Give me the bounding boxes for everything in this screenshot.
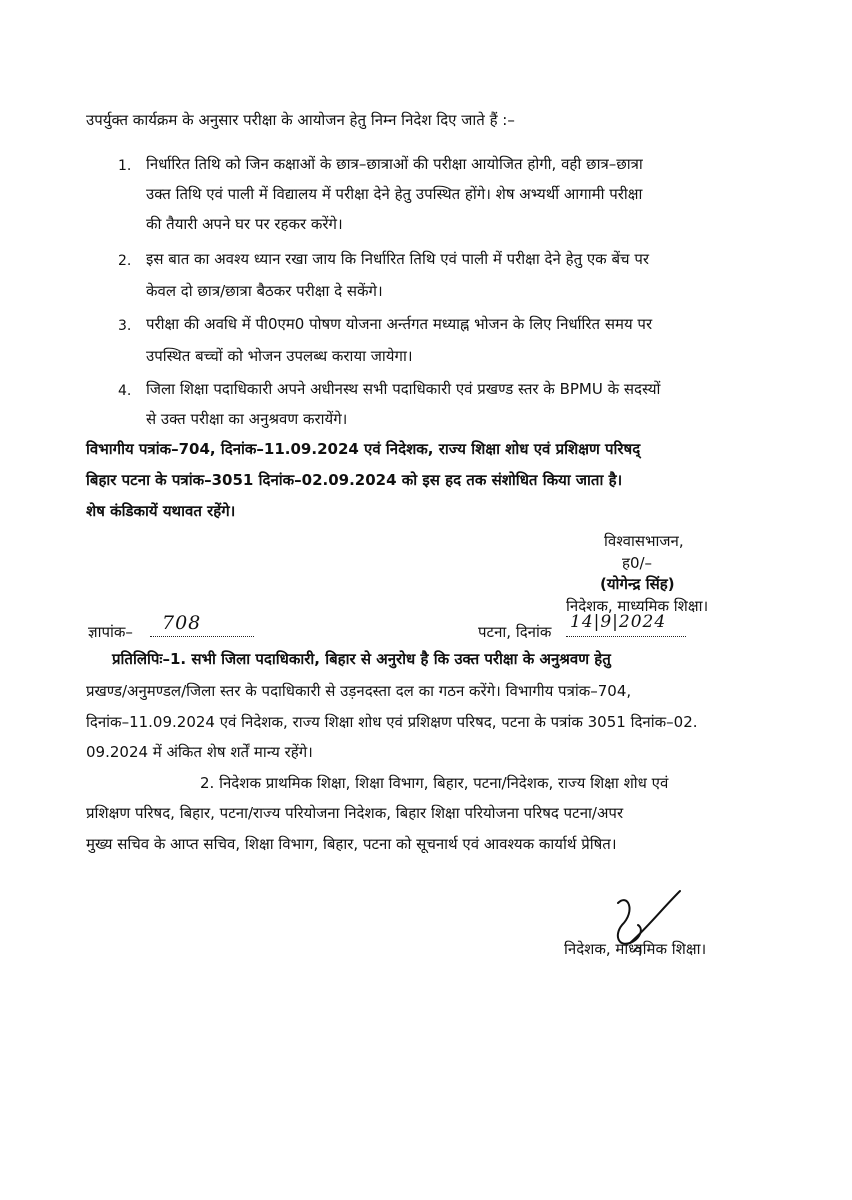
item-2-line-1: इस बात का अवश्य ध्यान रखा जाय कि निर्धारित तिथि एवं पाली में परीक्षा देने हेतु एक बेंच पर (146, 250, 649, 268)
memo-number-field (150, 612, 254, 637)
memo-number-handwritten: 708 (162, 612, 202, 634)
item-1-line-2: उक्त तिथि एवं पाली में विद्यालय में परीक्षा देने हेतु उपस्थित होंगे। शेष अभ्यर्थी आगामी परीक्षा (146, 185, 643, 203)
notice-line-2: बिहार पटना के पत्रांक–3051 दिनांक–02.09.2024 को इस हद तक संशोधित किया जाता है। (86, 471, 623, 489)
copy1-line-1 (112, 649, 611, 669)
copy1-line-3: दिनांक–11.09.2024 एवं निदेशक, राज्य शिक्षा शोध एवं प्रशिक्षण परिषद, पटना के पत्रांक 3051 दिनांक–02. (86, 713, 698, 731)
signatory-designation: निदेशक, माध्यमिक शिक्षा। (566, 597, 709, 615)
signatory-name: (योगेन्द्र सिंह) (600, 575, 675, 593)
copy2-line-3: मुख्य सचिव के आप्त सचिव, शिक्षा विभाग, बिहार, पटना को सूचनार्थ एवं आवश्यक कार्यार्थ प्रेषित। (86, 835, 617, 853)
date-field (566, 612, 686, 637)
copy1-text: प्रतिलिपिः–1. सभी जिला पदाधिकारी, बिहार से अनुरोध है कि उक्त परीक्षा के अनुश्रवण हेतु (112, 650, 611, 668)
item-4-line-1: जिला शिक्षा पदाधिकारी अपने अधीनस्थ सभी पदाधिकारी एवं प्रखण्ड स्तर के BPMU के सदस्यों (146, 380, 661, 398)
item-2-number: 2. (118, 253, 132, 269)
item-1-line-1: निर्धारित तिथि को जिन कक्षाओं के छात्र–छात्राओं की परीक्षा आयोजित होगी, वही छात्र–छात्रा (146, 155, 643, 173)
item-3-line-2: उपस्थित बच्चों को भोजन उपलब्ध कराया जायेगा। (146, 347, 413, 365)
item-4-number: 4. (118, 383, 132, 399)
copy2-line-2: प्रशिक्षण परिषद, बिहार, पटना/राज्य परियोजना निदेशक, बिहार शिक्षा परियोजना परिषद पटना/अपर (86, 804, 624, 822)
item-2-line-2: केवल दो छात्र/छात्रा बैठकर परीक्षा दे सकेंगे। (146, 282, 383, 300)
closing-text: विश्वासभाजन, (604, 532, 684, 550)
copy2-line-1: 2. निदेशक प्राथमिक शिक्षा, शिक्षा विभाग, बिहार, पटना/निदेशक, राज्य शिक्षा शोध एवं (200, 774, 669, 792)
place-date-label: पटना, दिनांक (478, 623, 552, 641)
copy1-line-2: प्रखण्ड/अनुमण्डल/जिला स्तर के पदाधिकारी से उड़नदस्ता दल का गठन करेंगे। विभागीय पत्रांक–704, (86, 682, 632, 700)
item-4-line-2: से उक्त परीक्षा का अनुश्रवण करायेंगे। (146, 410, 348, 428)
item-3-number: 3. (118, 318, 132, 334)
intro-line: उपर्युक्त कार्यक्रम के अनुसार परीक्षा के आयोजन हेतु निम्न निदेश दिए जाते हैं :– (86, 111, 515, 129)
notice-line-1: विभागीय पत्रांक–704, दिनांक–11.09.2024 एवं निदेशक, राज्य शिक्षा शोध एवं प्रशिक्षण परिषद् (86, 440, 641, 458)
footer-designation: निदेशक, माध्यमिक शिक्षा। (564, 940, 707, 958)
notice-line-3: शेष कंडिकायें यथावत रहेंगे। (86, 502, 236, 520)
copy1-line-4: 09.2024 में अंकित शेष शर्तें मान्य रहेंगे। (86, 743, 313, 761)
signed-text: ह0/– (622, 554, 653, 572)
item-1-line-3: की तैयारी अपने घर पर रहकर करेंगे। (146, 215, 343, 233)
item-1-number: 1. (118, 158, 132, 174)
item-3-line-1: परीक्षा की अवधि में पी0एम0 पोषण योजना अर्न्तगत मध्याह्न भोजन के लिए निर्धारित समय पर (146, 315, 653, 333)
date-handwritten: 14|9|2024 (570, 612, 667, 632)
memo-label: ज्ञापांक– (88, 623, 133, 641)
